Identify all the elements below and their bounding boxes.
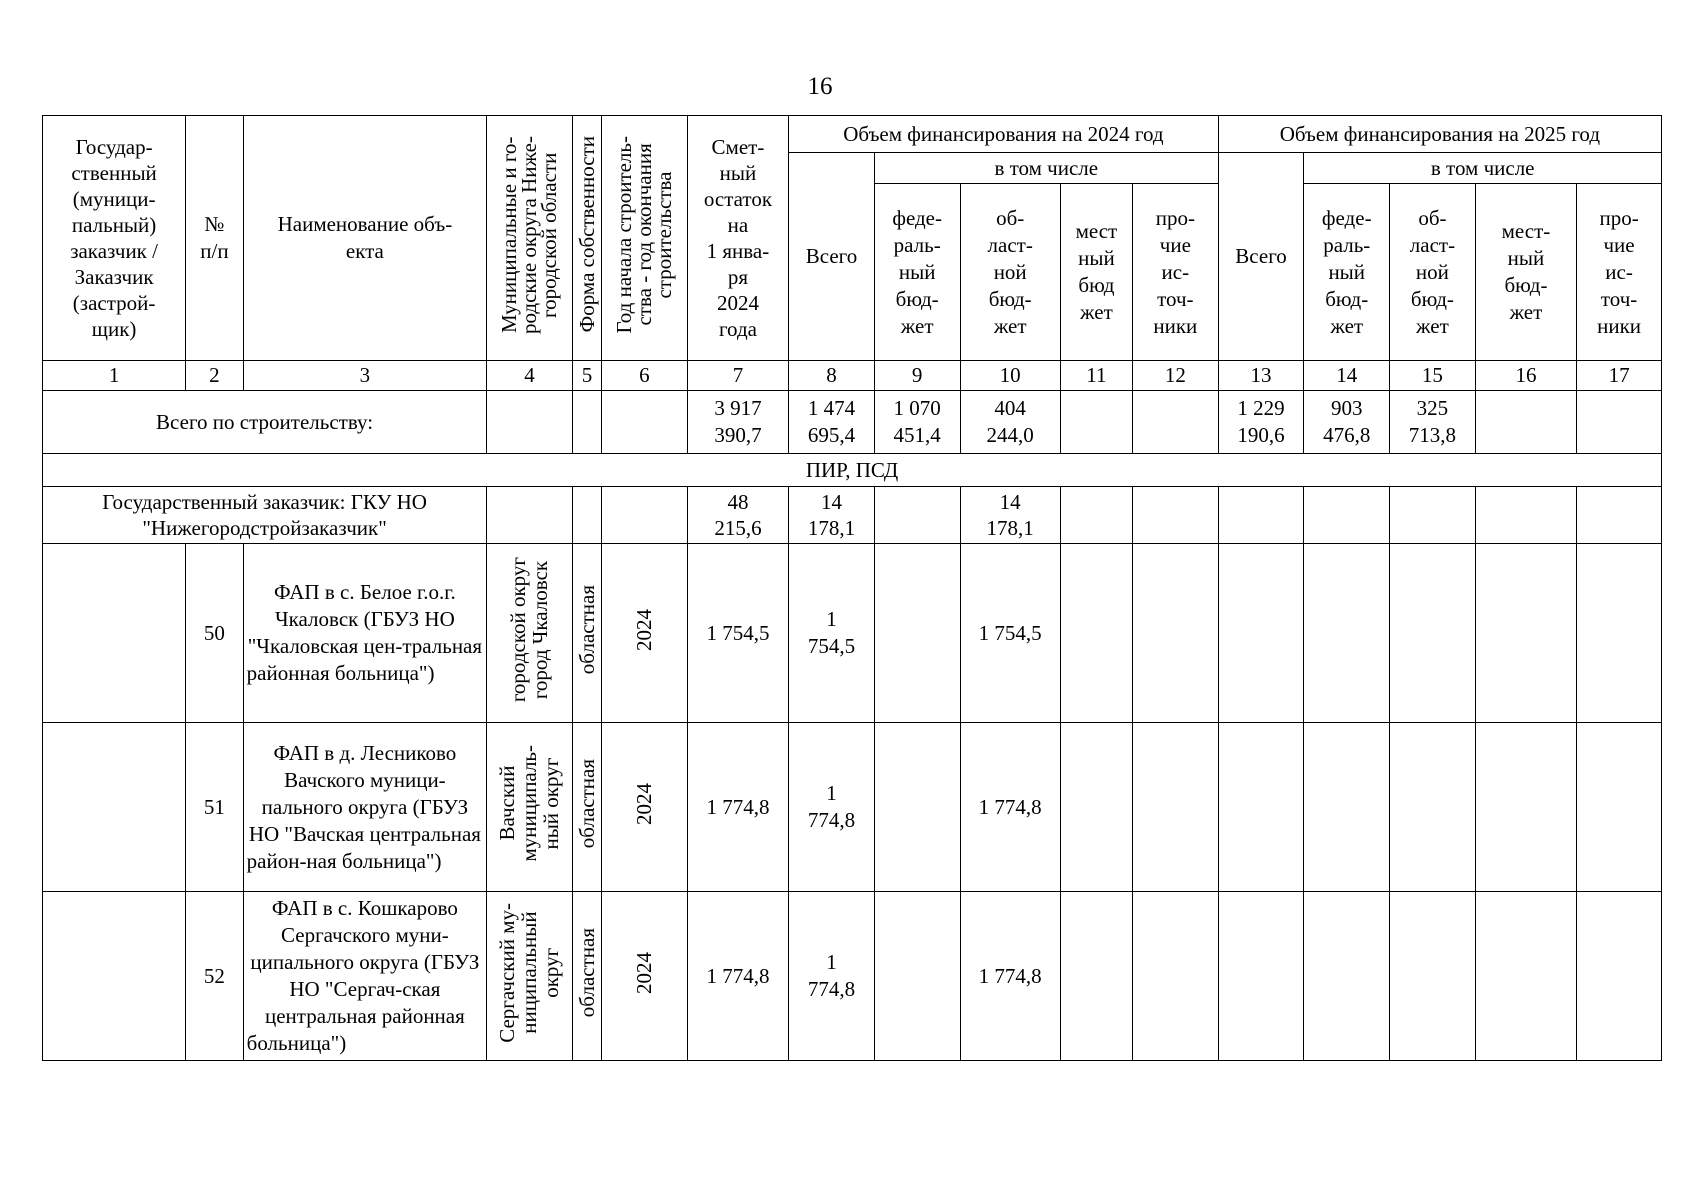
column-number: 1 [43, 361, 186, 391]
empty-cell [1132, 892, 1218, 1061]
row-year: 2024 [602, 892, 688, 1061]
totals-federal-2024: 1 070 451,4 [874, 391, 960, 454]
row-regional-2024: 1 774,8 [960, 723, 1060, 892]
empty-cell [1577, 391, 1662, 454]
totals-row [43, 391, 1662, 454]
empty-cell [43, 723, 186, 892]
row-estimate: 1 754,5 [687, 544, 788, 723]
empty-cell [43, 892, 186, 1061]
empty-cell [1060, 391, 1132, 454]
customer-label: Государственный заказчик: ГКУ НО "Нижегородстройзаказчик" [43, 487, 487, 544]
empty-cell [1218, 487, 1304, 544]
totals-estimate: 3 917 390,7 [687, 391, 788, 454]
row-regional-2024: 1 774,8 [960, 892, 1060, 1061]
empty-cell [1060, 487, 1132, 544]
object-name: ФАП в с. Кошкарово Сергачского муни-ципального округа (ГБУЗ НО "Сергач-ская центральная районная больница") [243, 892, 487, 1061]
header-regional-2024: об- ласт- ной бюд- жет [960, 184, 1060, 361]
row-number: 52 [186, 892, 243, 1061]
object-name: ФАП в с. Белое г.о.г. Чкаловск (ГБУЗ НО "Чкаловская цен-тральная районная больница") [243, 544, 487, 723]
column-number: 4 [487, 361, 573, 391]
header-local-2025: мест- ный бюд- жет [1475, 184, 1576, 361]
empty-cell [1475, 544, 1576, 723]
empty-cell [487, 391, 573, 454]
empty-cell [1304, 544, 1390, 723]
column-number: 11 [1060, 361, 1132, 391]
header-estimate-remainder: Смет- ный остаток на 1 янва- ря 2024 года [687, 116, 788, 361]
header-funding-2024: Объем финансирования на 2024 год [789, 116, 1219, 153]
empty-cell [1577, 892, 1662, 1061]
header-including-2025: в том числе [1304, 153, 1662, 184]
empty-cell [1218, 892, 1304, 1061]
empty-cell [1390, 544, 1476, 723]
empty-cell [874, 892, 960, 1061]
empty-cell [1475, 487, 1576, 544]
column-number: 8 [789, 361, 875, 391]
empty-cell [1577, 487, 1662, 544]
column-number: 16 [1475, 361, 1576, 391]
empty-cell [1132, 391, 1218, 454]
empty-cell [572, 391, 601, 454]
empty-cell [1132, 487, 1218, 544]
header-years: Год начала строитель- ства - год окончания строительства [602, 116, 688, 361]
header-local-2024: мест ный бюд жет [1060, 184, 1132, 361]
empty-cell [1304, 892, 1390, 1061]
row-number: 51 [186, 723, 243, 892]
row-municipality: Вачский муниципаль- ный округ [487, 723, 573, 892]
header-municipality: Муниципальные и го- родские округа Ниже- городской области [487, 116, 573, 361]
totals-regional-2025: 325 713,8 [1390, 391, 1476, 454]
empty-cell [1304, 487, 1390, 544]
column-number: 5 [572, 361, 601, 391]
totals-label: Всего по строительству: [43, 391, 487, 454]
column-number: 10 [960, 361, 1060, 391]
column-number: 3 [243, 361, 487, 391]
column-number: 15 [1390, 361, 1476, 391]
row-estimate: 1 774,8 [687, 723, 788, 892]
header-total-2025: Всего [1218, 153, 1304, 361]
empty-cell [1132, 723, 1218, 892]
column-number: 9 [874, 361, 960, 391]
customer-row [43, 487, 1662, 544]
row-total-2024: 1 774,8 [789, 892, 875, 1061]
column-number: 17 [1577, 361, 1662, 391]
header-row-main [43, 116, 1662, 153]
header-object-name: Наименование объ- екта [243, 116, 487, 361]
empty-cell [1475, 892, 1576, 1061]
empty-cell [602, 391, 688, 454]
column-numbers-row [43, 361, 1662, 391]
totals-regional-2024: 404 244,0 [960, 391, 1060, 454]
column-number: 12 [1132, 361, 1218, 391]
header-including-2024: в том числе [874, 153, 1218, 184]
customer-regional-2024: 14 178,1 [960, 487, 1060, 544]
totals-total-2024: 1 474 695,4 [789, 391, 875, 454]
empty-cell [874, 723, 960, 892]
empty-cell [1218, 723, 1304, 892]
row-municipality: городской округ город Чкаловск [487, 544, 573, 723]
column-number: 14 [1304, 361, 1390, 391]
row-ownership: областная [572, 544, 601, 723]
table-row [43, 892, 1662, 1061]
customer-estimate: 48 215,6 [687, 487, 788, 544]
table-row [43, 544, 1662, 723]
row-ownership: областная [572, 892, 601, 1061]
column-number: 6 [602, 361, 688, 391]
row-number: 50 [186, 544, 243, 723]
empty-cell [874, 544, 960, 723]
empty-cell [1475, 723, 1576, 892]
row-estimate: 1 774,8 [687, 892, 788, 1061]
empty-cell [1060, 892, 1132, 1061]
header-federal-2024: феде- раль- ный бюд- жет [874, 184, 960, 361]
row-total-2024: 1 754,5 [789, 544, 875, 723]
header-number: № п/п [186, 116, 243, 361]
section-row [43, 454, 1662, 487]
row-year: 2024 [602, 723, 688, 892]
empty-cell [1132, 544, 1218, 723]
empty-cell [1390, 487, 1476, 544]
empty-cell [874, 487, 960, 544]
column-number: 2 [186, 361, 243, 391]
header-regional-2025: об- ласт- ной бюд- жет [1390, 184, 1476, 361]
header-customer: Государ- ственный (муници- пальный) заказчик / Заказчик (застрой- щик) [43, 116, 186, 361]
section-title: ПИР, ПСД [43, 454, 1662, 487]
table-row [43, 723, 1662, 892]
empty-cell [1475, 391, 1576, 454]
empty-cell [1060, 544, 1132, 723]
empty-cell [1577, 723, 1662, 892]
empty-cell [1390, 892, 1476, 1061]
column-number: 7 [687, 361, 788, 391]
empty-cell [1390, 723, 1476, 892]
empty-cell [1060, 723, 1132, 892]
empty-cell [43, 544, 186, 723]
header-ownership: Форма собственности [572, 116, 601, 361]
customer-total-2024: 14 178,1 [789, 487, 875, 544]
construction-funding-table [42, 115, 1662, 1061]
empty-cell [572, 487, 601, 544]
header-other-2024: про- чие ис- точ- ники [1132, 184, 1218, 361]
object-name: ФАП в д. Лесниково Вачского муници-пального округа (ГБУЗ НО "Вачская центральная район-ная больница") [243, 723, 487, 892]
page-number: 16 [807, 73, 833, 100]
column-number: 13 [1218, 361, 1304, 391]
header-federal-2025: феде- раль- ный бюд- жет [1304, 184, 1390, 361]
empty-cell [1218, 544, 1304, 723]
empty-cell [1304, 723, 1390, 892]
empty-cell [602, 487, 688, 544]
totals-total-2025: 1 229 190,6 [1218, 391, 1304, 454]
empty-cell [487, 487, 573, 544]
totals-federal-2025: 903 476,8 [1304, 391, 1390, 454]
header-other-2025: про- чие ис- точ- ники [1577, 184, 1662, 361]
header-total-2024: Всего [789, 153, 875, 361]
row-municipality: Сергачский му- ниципальный округ [487, 892, 573, 1061]
empty-cell [1577, 544, 1662, 723]
row-total-2024: 1 774,8 [789, 723, 875, 892]
row-ownership: областная [572, 723, 601, 892]
header-funding-2025: Объем финансирования на 2025 год [1218, 116, 1661, 153]
row-year: 2024 [602, 544, 688, 723]
row-regional-2024: 1 754,5 [960, 544, 1060, 723]
